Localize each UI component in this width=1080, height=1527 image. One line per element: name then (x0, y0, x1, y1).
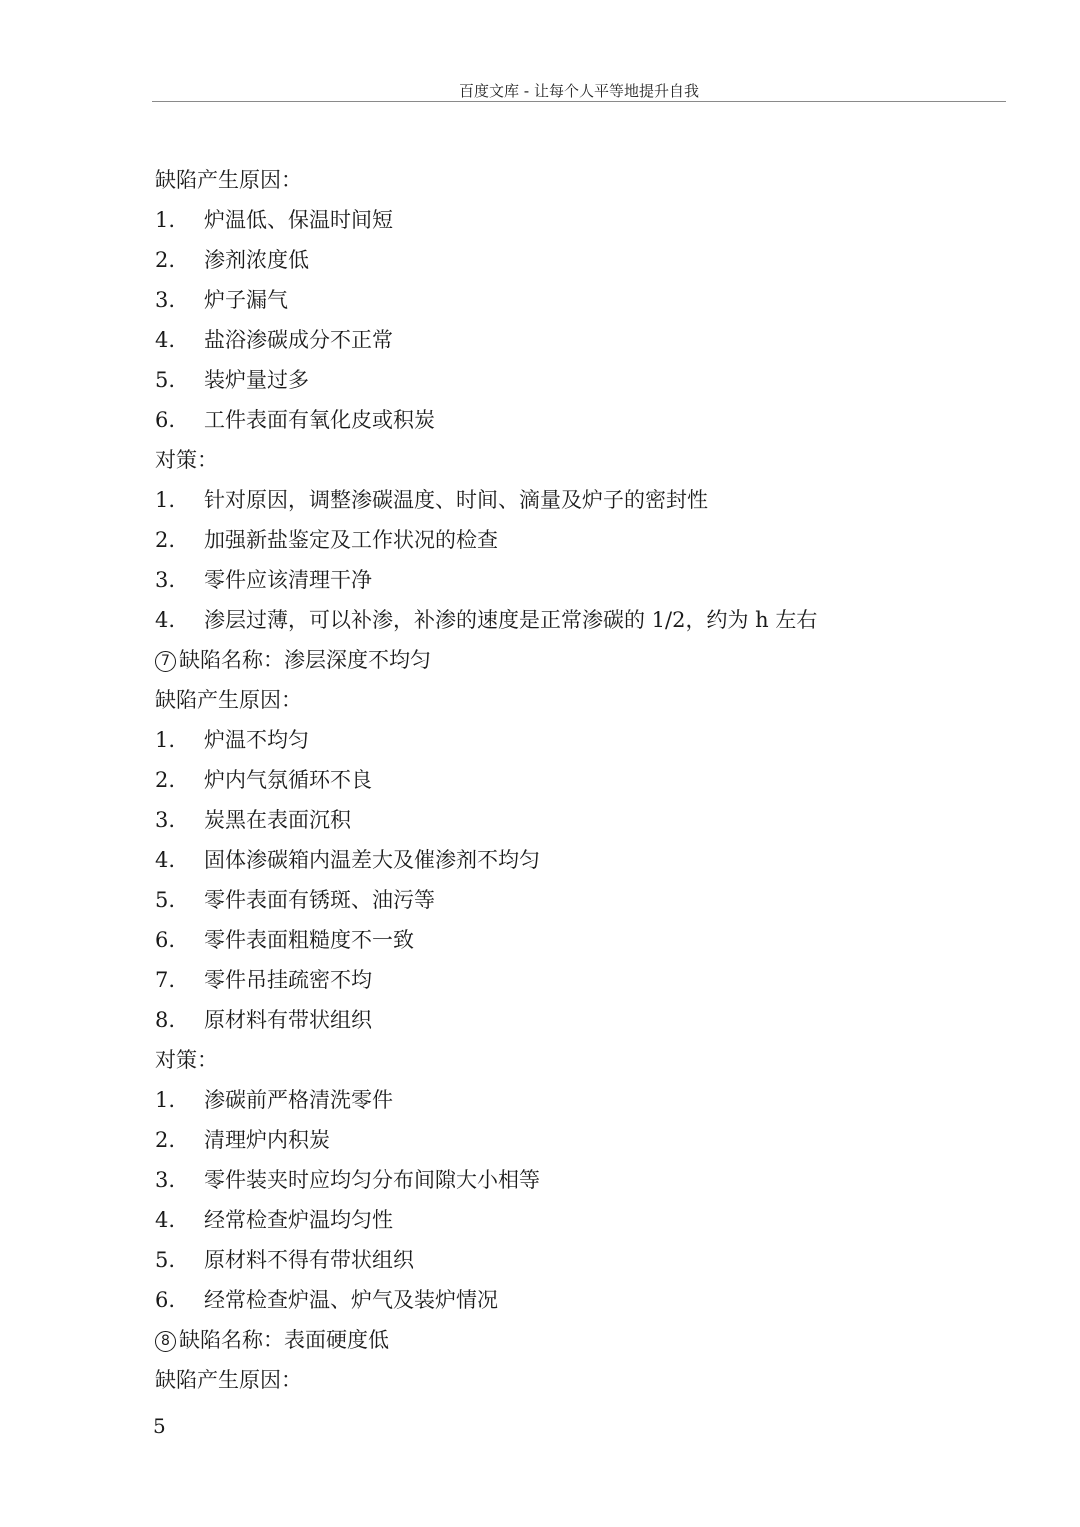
list-text: 工件表面有氧化皮或积炭 (204, 408, 435, 432)
list-text: 零件装夹时应均匀分布间隙大小相等 (204, 1168, 540, 1192)
list-number: 5. (155, 368, 176, 392)
list-number: 6. (155, 928, 176, 952)
list-text: 炭黑在表面沉积 (204, 808, 351, 832)
heading-text: 对策： (155, 448, 218, 472)
heading-text: 缺陷产生原因： (155, 1368, 302, 1392)
list-number: 2. (155, 768, 176, 792)
list-number: 4. (155, 1208, 176, 1232)
list-number: 3. (155, 288, 176, 312)
list-item (155, 805, 1015, 845)
list-text: 清理炉内积炭 (204, 1128, 330, 1152)
list-number: 1. (155, 488, 176, 512)
document-body (155, 165, 1015, 1405)
list-text: 渗剂浓度低 (204, 248, 309, 272)
heading-text: 缺陷产生原因： (155, 688, 302, 712)
list-text: 装炉量过多 (204, 368, 309, 392)
list-text: 加强新盐鉴定及工作状况的检查 (204, 528, 498, 552)
list-item (155, 845, 1015, 885)
list-item (155, 965, 1015, 1005)
list-item (155, 1205, 1015, 1245)
list-number: 7. (155, 968, 176, 992)
list-text: 零件表面粗糙度不一致 (204, 928, 414, 952)
list-item (155, 725, 1015, 765)
list-number: 5. (155, 888, 176, 912)
defect-title: 缺陷名称：渗层深度不均匀 (179, 648, 431, 672)
list-number: 3. (155, 568, 176, 592)
list-text: 盐浴渗碳成分不正常 (204, 328, 393, 352)
list-item (155, 325, 1015, 365)
list-number: 1. (155, 1088, 176, 1112)
list-item (155, 925, 1015, 965)
list-number: 1. (155, 208, 176, 232)
list-number: 6. (155, 1288, 176, 1312)
list-text: 炉子漏气 (204, 288, 288, 312)
list-number: 2. (155, 528, 176, 552)
defect-heading (155, 645, 1015, 685)
list-item (155, 285, 1015, 325)
list-number: 1. (155, 728, 176, 752)
list-number: 8. (155, 1008, 176, 1032)
list-text: 固体渗碳箱内温差大及催渗剂不均匀 (204, 848, 540, 872)
list-number: 4. (155, 608, 176, 632)
section-heading (155, 445, 1015, 485)
header-divider (152, 101, 1006, 102)
list-text: 炉内气氛循环不良 (204, 768, 372, 792)
list-item (155, 1125, 1015, 1165)
section-heading (155, 1045, 1015, 1085)
page-header: 百度文库 - 让每个人平等地提升自我 (459, 82, 699, 100)
list-text: 原材料有带状组织 (204, 1008, 372, 1032)
list-item (155, 365, 1015, 405)
list-number: 5. (155, 1248, 176, 1272)
list-text: 原材料不得有带状组织 (204, 1248, 414, 1272)
list-number: 4. (155, 848, 176, 872)
list-text: 零件表面有锈斑、油污等 (204, 888, 435, 912)
list-number: 2. (155, 248, 176, 272)
list-item (155, 525, 1015, 565)
section-heading (155, 1365, 1015, 1405)
list-item (155, 605, 1015, 645)
list-number: 2. (155, 1128, 176, 1152)
list-text: 经常检查炉温均匀性 (204, 1208, 393, 1232)
list-text: 炉温低、保温时间短 (204, 208, 393, 232)
heading-text: 对策： (155, 1048, 218, 1072)
list-text: 渗碳前严格清洗零件 (204, 1088, 393, 1112)
list-item (155, 1005, 1015, 1045)
list-item (155, 885, 1015, 925)
heading-text: 缺陷产生原因： (155, 168, 302, 192)
list-text: 零件应该清理干净 (204, 568, 372, 592)
list-item (155, 1165, 1015, 1205)
list-item (155, 565, 1015, 605)
circled-number-icon: 8 (155, 1331, 176, 1352)
list-text: 炉温不均匀 (204, 728, 309, 752)
list-number: 3. (155, 1168, 176, 1192)
defect-title: 缺陷名称：表面硬度低 (179, 1328, 389, 1352)
section-heading (155, 685, 1015, 725)
section-heading (155, 165, 1015, 205)
list-item (155, 485, 1015, 525)
list-text: 零件吊挂疏密不均 (204, 968, 372, 992)
list-number: 3. (155, 808, 176, 832)
list-item (155, 405, 1015, 445)
list-text: 针对原因，调整渗碳温度、时间、滴量及炉子的密封性 (204, 488, 708, 512)
list-item (155, 245, 1015, 285)
list-item (155, 1085, 1015, 1125)
list-item (155, 205, 1015, 245)
defect-heading (155, 1325, 1015, 1365)
list-number: 4. (155, 328, 176, 352)
list-item (155, 1285, 1015, 1325)
list-item (155, 765, 1015, 805)
list-item (155, 1245, 1015, 1285)
circled-number-icon: 7 (155, 651, 176, 672)
list-text: 经常检查炉温、炉气及装炉情况 (204, 1288, 498, 1312)
page-number: 5 (153, 1414, 166, 1438)
list-number: 6. (155, 408, 176, 432)
list-text: 渗层过薄，可以补渗，补渗的速度是正常渗碳的 1/2，约为 h 左右 (204, 608, 818, 632)
